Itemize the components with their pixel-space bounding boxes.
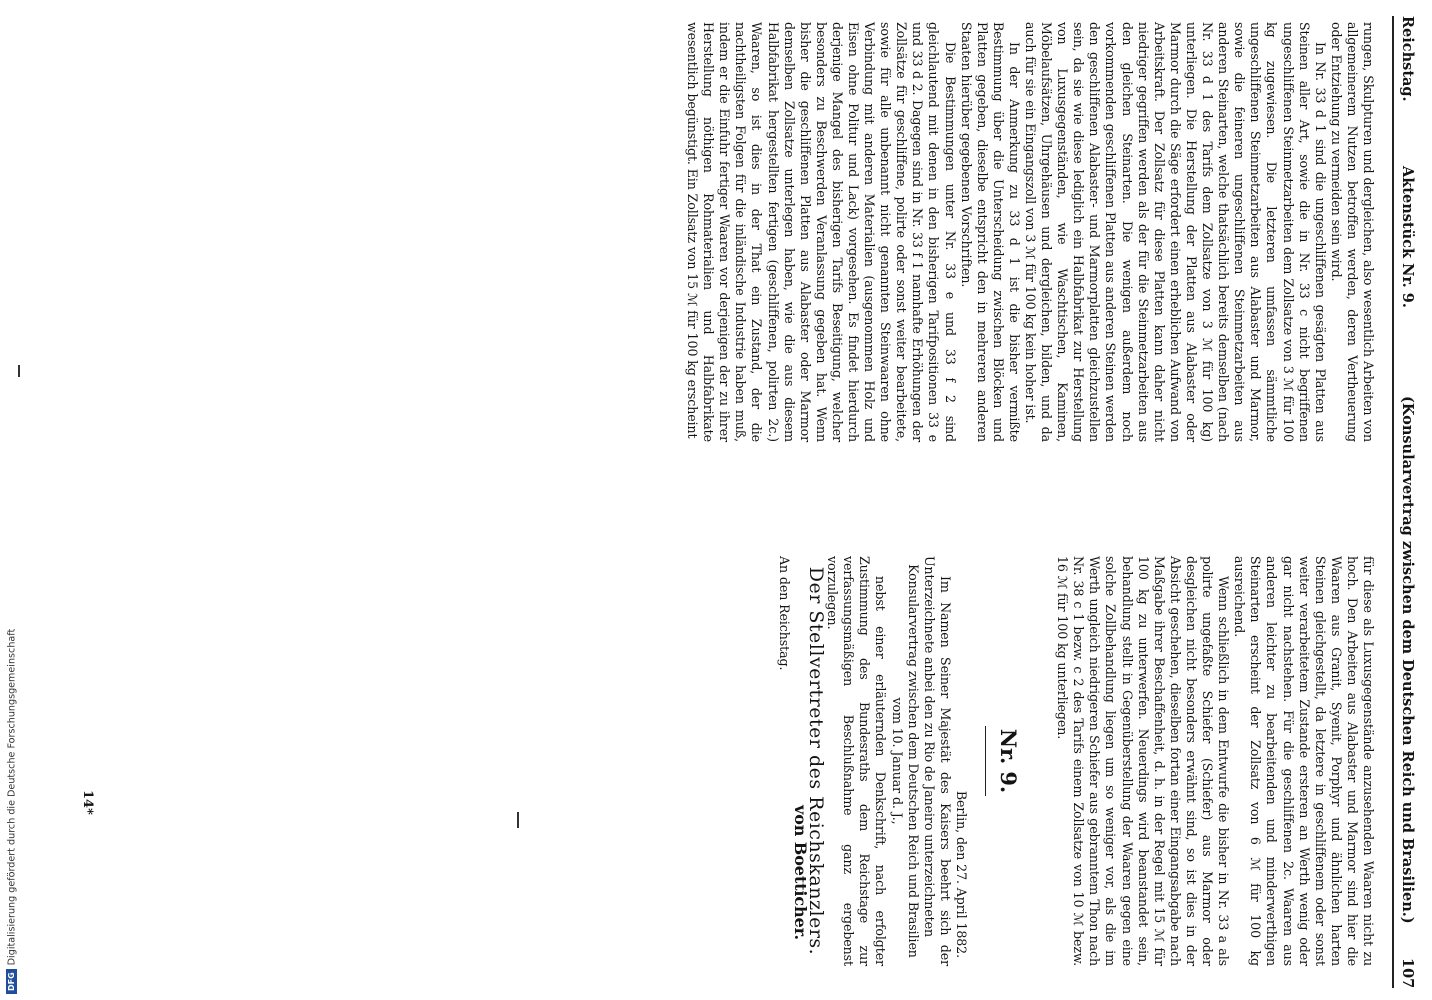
paragraph: nebst einer erläuternden Denkschrift, nach erfolgter Zustimmung des Bundesraths dem Reichstage zur verfassungsmäßigen Beschlußnahme ganz ergebenst vorzulegen. [825, 556, 889, 966]
header-right: (Konsularvertrag zwischen dem Deutschen Reich und Brasilien.) [1399, 396, 1416, 924]
signature-title: Der Stellvertreter des Reichskanzlers. [805, 566, 828, 956]
digitization-footer [6, 214, 18, 994]
document-heading: Nr. 9. [996, 728, 1021, 794]
document-page [566, 8, 1416, 993]
paragraph: Konsularvertrag zwischen dem Deutschen Reich und Brasilien vom 10. Januar d. J., [889, 564, 921, 958]
header-left: Reichstag. [1399, 16, 1416, 102]
running-header [1394, 16, 1416, 989]
paragraph: für diese als Luxusgegenstände anzusehenden Waaren nicht zu hoch. Den Arbeiten aus Alabaster und Marmor sind hier die Waaren aus Granit, Syenit, Porphyr und ähnlichen harten Steinen gleichgestellt, da letztere in geschliffenem oder sonst weiter verarbeitetem Zustande ersteren an Werth wenig oder gar nicht nachstehen. Für die geschliffenen 2c. Waaren aus anderen leichter zu bearbeitenden und minderwerthigen Steinarten erscheint der Zollsatz von 6 ℳ für 100 kg ausreichend. [1232, 556, 1376, 966]
folio-mark: 14* [80, 790, 95, 815]
paragraph: In Nr. 33 d 1 sind die ungeschliffenen gesägten Platten aus Steinen aller Art, sowie die in Nr. 33 c nicht begriffenen ungeschliffenen Steinmetzarbeiten dem Zollsatze von 3 ℳ für 100 kg zugewiesen. Die letzteren umfassen sämmtliche ungeschliffenen Steinmetzarbeiten aus Alabaster und Marmor, sowie die feineren ungeschliffenen Steinmetzarbeiten aus anderen Steinarten, welche thatsächlich bereits demselben (nach Nr. 33 d 1 des Tarifs dem Zollsatze von 3 ℳ für 100 kg) unterliegen. Die Herstellung der Platten aus Alabaster oder Marmor durch die Säge erfordert einen erheblichen Aufwand von Arbeitskraft. Der Zollsatz für diese Platten kann daher nicht niedriger gegriffen werden als der für die Steinmetzarbeiten aus den gleichen Steinarten. Die wenigen außerdem noch vorkommenden geschliffenen Platten aus anderen Steinen werden den geschliffenen Alabaster- und Marmorplatten gleichzustellen sein, da sie wie diese lediglich ein Halbfabrikat zur Herstellung von Luxusgegenständen, wie Waschtischen, Kaminen, Möbelaufsätzen, Uhrgehäusen und dergleichen, bilden, und da auch für sie ein Eingangszoll von 3 ℳ für 100 kg kein hoher ist. [1023, 22, 1328, 442]
paragraph: In der Anmerkung zu 33 d 1 ist die bisher vermißte Bestimmung über die Unterscheidung zwischen Blöcken und Platten gegeben, dieselbe entspricht den in mehreren anderen Staaten hierüber gegebenen Vorschriften. [958, 22, 1022, 442]
header-center: Aktenstück Nr. 9. [1399, 166, 1416, 308]
message-block [776, 556, 1021, 966]
address-line: An den Reichstag. [776, 556, 792, 671]
dfg-logo: DFG [6, 969, 17, 994]
page-number: 107 [1399, 958, 1416, 989]
header-rule [1392, 16, 1394, 988]
date-line: Berlin, den 27. April 1882. [953, 790, 969, 958]
paragraph: Im Namen Seiner Majestät des Kaisers beehrt sich der Unterzeichnete anbei den zu Rio de Janeiro unterzeichneten [921, 556, 953, 966]
heading-rule [985, 726, 986, 796]
column-right [1054, 556, 1376, 966]
margin-mark [517, 812, 519, 828]
margin-mark [18, 365, 20, 377]
footer-text: Digitalisierung gefördert durch die Deutsche Forschungsgemeinschaft [6, 628, 18, 966]
paragraph: Die Bestimmungen unter Nr. 33 e und 33 f 2 sind gleichlautend mit denen in den bisherigen Tarifpositionen 33 e und 33 d 2. Dagegen sind in Nr. 33 f 1 namhafte Erhöhungen der Zollsätze für geschliffene, polirte oder sonst weiter bearbeitete, sowie für alle unbenannt nicht genannten Steinwaaren ohne Verbindung mit anderen Materialien (ausgenommen Holz und Eisen ohne Politur und Lack) vorgesehen. Es findet hierdurch derjenige Mangel des bisherigen Tarifs Beseitigung, welcher besonders zu Beschwerden Veranlassung gegeben hat. Wenn bisher die geschliffenen Platten aus Alabaster oder Marmor demselben Zollsatze unterlegen haben, wie die aus diesem Halbfabrikat hergestellten fertigen (geschliffenen, polirten 2c.) Waaren, so ist dies in der That ein Zustand, der die nachtheiligsten Folgen für die inländische Industrie haben muß, indem er die Einfuhr fertiger Waaren vor derjenigen der zu ihrer Herstellung nöthigen Rohmaterialien und Halbfabrikate wesentlich begünstigt. Ein Zollsatz von 15 ℳ für 100 kg erscheint [685, 22, 958, 442]
paragraph: rungen, Skulpturen und dergleichen, also wesentlich Arbeiten von allgemeinerem Nutzen betroffen werden, deren Vertheuerung oder Entziehung zu vermeiden sein wird. [1328, 22, 1376, 442]
paragraph: Wenn schließlich in dem Entwurfe die bisher in Nr. 33 a als polirte ungefaßte Schiefer (Schiefer) aus Marmor oder desgleichen nicht besonders erwähnt sind, so ist dies in der Absicht geschehen, dieselben fortan einer Eingangsabgabe nach Maßgabe ihrer Beschaffenheit, d. h. in der Regel mit 15 ℳ für 100 kg zu unterwerfen. Neuerdings wird beanstandet sein, behandlung stellt in Gegenüberstellung der Waaren gegen eine solche Zollbehandlung liegen um so weniger vor, als die im Werth ungleich niedrigeren Schiefer aus gebranntem Thon nach Nr. 38 c 1 bezw. c 2 des Tarifs einem Zollsatze von 10 ℳ bezw. 16 ℳ für 100 kg unterliegen. [1055, 556, 1232, 966]
signature-name: von Boetticher. [790, 805, 810, 940]
column-left [684, 22, 1376, 442]
